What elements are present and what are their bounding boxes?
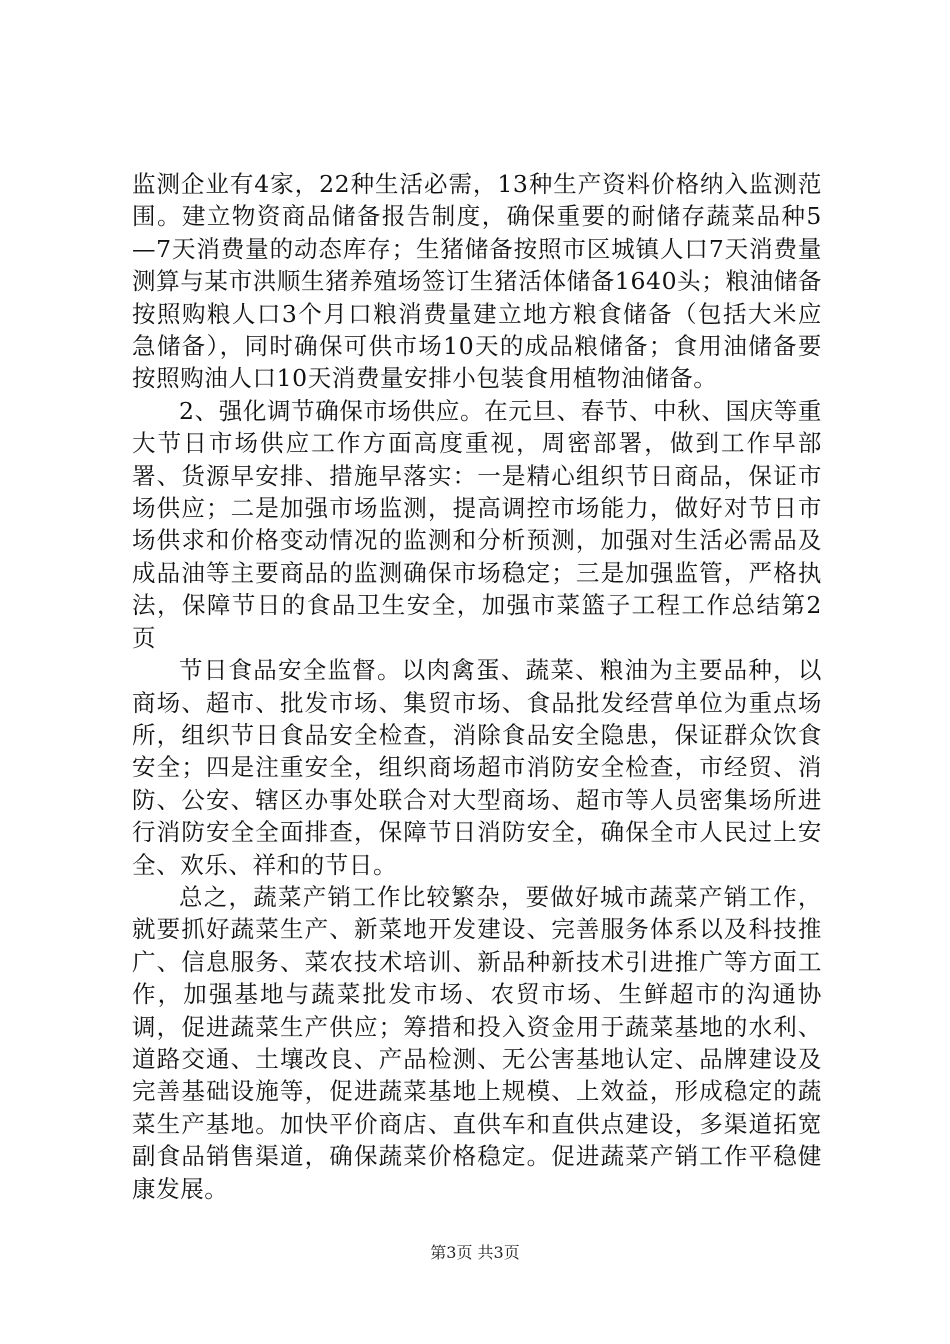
paragraph-food-safety: 节日食品安全监督。以肉禽蛋、蔬菜、粮油为主要品种，以商场、超市、批发市场、集贸市场、食品批发经营单位为重点场所，组织节日食品安全检查，消除食品安全隐患，保证群众饮食安全；四是注重安全，组织商场超市消防安全检查，市经贸、消防、公安、辖区办事处联合对大型商场、超市等人员密集场所进行消防安全全面排查，保障节日消防安全，确保全市人民过上安全、欢乐、祥和的节日。 bbox=[132, 656, 822, 879]
paragraph-reserves: 监测企业有4家，22种生活必需，13种生产资料价格纳入监测范围。建立物资商品储备报告制度，确保重要的耐储存蔬菜品种5—7天消费量的动态库存；生猪储备按照市区城镇人口7天消费量测算与某市洪顺生猪养殖场签订生猪活体储备1640头；粮油储备按照购粮人口3个月口粮消费量建立地方粮食储备（包括大米应急储备），同时确保可供市场10天的成品粮储备；食用油储备要按照购油人口10天消费量安排小包装食用植物油储备。 bbox=[132, 170, 822, 393]
document-body bbox=[132, 168, 822, 1205]
page-footer: 第3页 共3页 bbox=[430, 1243, 520, 1262]
paragraph-market-supply: 2、强化调节确保市场供应。在元旦、春节、中秋、国庆等重大节日市场供应工作方面高度重视，周密部署，做到工作早部署、货源早安排、措施早落实：一是精心组织节日商品，保证市场供应；二是加强市场监测，提高调控市场能力，做好对节日市场供求和价格变动情况的监测和分析预测，加强对生活必需品及成品油等主要商品的监测确保市场稳定；三是加强监管，严格执法，保障节日的食品卫生安全，加强市菜篮子工程工作总结第2页 bbox=[132, 396, 822, 652]
paragraph-summary: 总之，蔬菜产销工作比较繁杂，要做好城市蔬菜产销工作，就要抓好蔬菜生产、新菜地开发建设、完善服务体系以及科技推广、信息服务、菜农技术培训、新品种新技术引进推广等方面工作，加强基地与蔬菜批发市场、农贸市场、生鲜超市的沟通协调，促进蔬菜生产供应；筹措和投入资金用于蔬菜基地的水利、道路交通、土壤改良、产品检测、无公害基地认定、品牌建设及完善基础设施等，促进蔬菜基地上规模、上效益，形成稳定的蔬菜生产基地。加快平价商店、直供车和直供点建设，多渠道拓宽副食品销售渠道，确保蔬菜价格稳定。促进蔬菜产销工作平稳健康发展。 bbox=[132, 882, 822, 1203]
